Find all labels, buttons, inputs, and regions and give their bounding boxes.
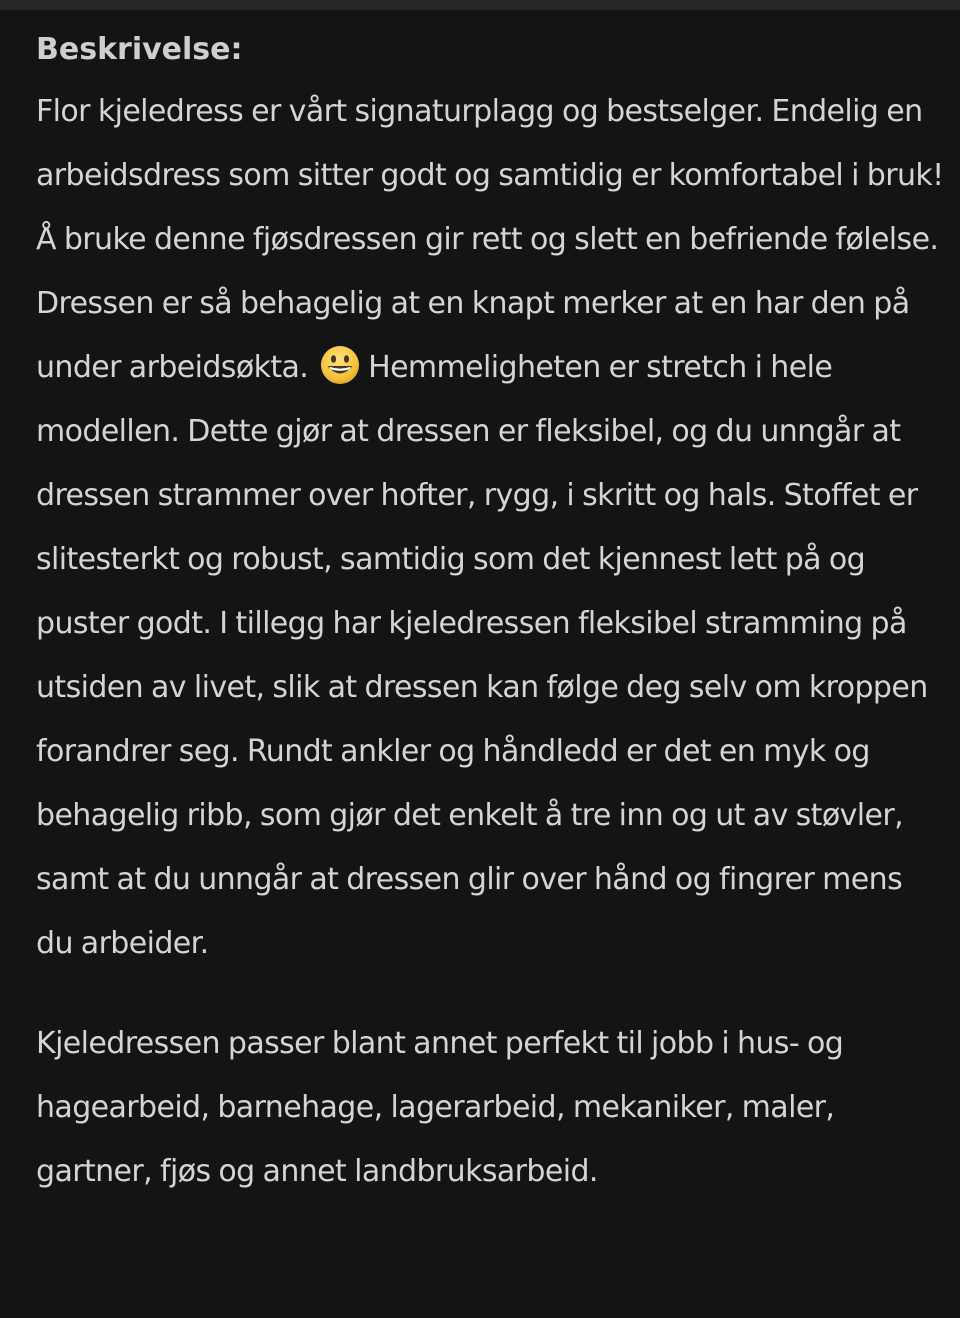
grinning-face-icon: [320, 345, 360, 385]
product-description: [36, 22, 946, 1204]
description-heading: Beskrivelse:: [36, 32, 243, 67]
description-text-part-2: Hemmeligheten er stretch i hele modellen. Dette gjør at dressen er fleksibel, og du unngår at dressen strammer over hofter, rygg, i skritt og hals. Stoffet er slitesterkt og robust, samtidig som det kjennest lett på og puster godt. I tillegg har kjeledressen fleksibel stramming på utsiden av livet, slik at dressen kan følge deg selv om kroppen forandrer seg. Rundt ankler og håndledd er det en myk og behagelig ribb, som gjør det enkelt å tre inn og ut av støvler, samt at du unngår at dressen glir over hånd og fingrer mens du arbeider.: [36, 350, 928, 961]
description-paragraph-2: Kjeledressen passer blant annet perfekt til jobb i hus- og hagearbeid, barnehage, lagerarbeid, mekaniker, maler, gartner, fjøs og annet landbruksarbeid.: [36, 1026, 844, 1189]
top-divider-strip: [0, 0, 960, 10]
description-text-part-1: Flor kjeledress er vårt signaturplagg og bestselger. Endelig en arbeidsdress som sitter godt og samtidig er komfortabel i bruk! Å bruke denne fjøsdressen gir rett og slett en befriende følelse. Dressen er så behagelig at en knapt merker at en har den på under arbeidsøkta.: [36, 94, 944, 385]
description-paragraph-1: [36, 80, 946, 976]
